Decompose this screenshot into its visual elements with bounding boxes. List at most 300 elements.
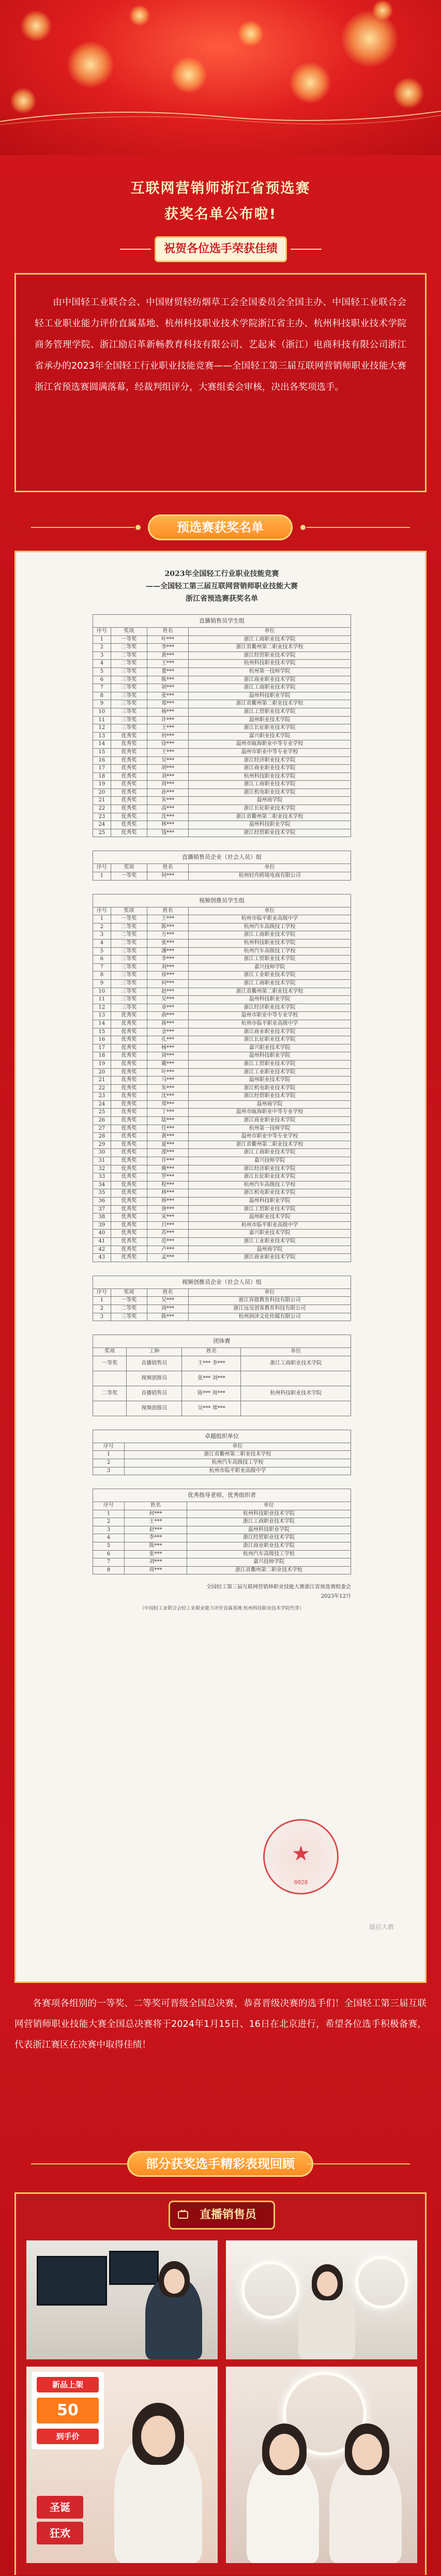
table-cell: 一等奖	[93, 1356, 127, 1371]
table-cell: 16	[93, 756, 111, 765]
table-cell: 三等奖	[111, 972, 147, 980]
table-cell: 张***	[147, 692, 189, 700]
table-cell: 优秀奖	[111, 821, 147, 829]
signature-date: 2023年12月	[321, 1594, 351, 1600]
table-cell: 孟***	[147, 1254, 189, 1262]
table-cell: 优秀奖	[111, 756, 147, 765]
ring-light	[355, 2256, 408, 2309]
table-cell: 5	[93, 947, 111, 956]
table-cell: 胡***	[147, 765, 189, 773]
table-cell: 温州科技职业学院	[187, 1526, 351, 1534]
hero-banner	[0, 0, 441, 155]
table-row	[93, 1550, 351, 1558]
table-cell: 27	[93, 1125, 111, 1133]
table-cell: 黄***	[147, 1133, 189, 1141]
table-cell: 刘***	[147, 772, 189, 781]
table-cell: 陈***	[147, 923, 189, 931]
column-header: 单位	[189, 907, 351, 915]
table-cell: 潘***	[147, 947, 189, 956]
table-cell: 杭州汽车高级技工学校	[189, 923, 351, 931]
table-cell: 何***	[147, 979, 189, 988]
photo-contestant-4	[226, 2367, 417, 2563]
table-cell: 优秀奖	[111, 1036, 147, 1044]
table-gap	[93, 1475, 351, 1489]
table-row	[93, 1246, 351, 1254]
table-cell: 孔***	[147, 1036, 189, 1044]
table-header-row	[93, 1443, 351, 1451]
table-row	[93, 789, 351, 797]
column-header: 奖项	[111, 907, 147, 915]
table-cell: 10	[93, 988, 111, 996]
table-cell: 卢***	[147, 1246, 189, 1254]
bokeh-light	[393, 78, 424, 109]
table-cell: 4	[93, 940, 111, 948]
table-cell: 优秀奖	[111, 1237, 147, 1246]
table-caption-row	[93, 894, 351, 907]
promo-tag: 新品上架	[37, 2377, 99, 2392]
table-cell: 王***	[147, 724, 189, 733]
bokeh-light	[129, 5, 150, 26]
table-cell: 浙江工商职业技术学院	[189, 684, 351, 692]
table-header-row	[93, 1289, 351, 1297]
table-cell: 徐***	[147, 740, 189, 749]
table-cell: 杭州市临平职业高级中学	[189, 915, 351, 923]
table-cell: 13	[93, 732, 111, 740]
table-cell: 李***	[125, 1534, 187, 1542]
table-cell: 吴*** 郑***	[182, 1401, 241, 1416]
column-header: 序号	[93, 1289, 111, 1297]
divider-line	[307, 527, 410, 528]
table-row	[93, 1221, 351, 1230]
table-row	[93, 1173, 351, 1181]
table-cell: 40	[93, 1230, 111, 1238]
table-cell: 浙江经贸职业技术学院	[187, 1534, 351, 1542]
table-row	[93, 821, 351, 829]
table-cell: 浙江经济职业技术学院	[189, 1165, 351, 1173]
column-header: 姓名	[147, 628, 189, 636]
table-cell: 43	[93, 1254, 111, 1262]
table-cell: 33	[93, 1173, 111, 1181]
team-award-table	[93, 1335, 351, 1416]
table-cell: 三等奖	[111, 1313, 147, 1321]
table-cell: 程***	[147, 1181, 189, 1189]
table-cell: 温州科技职业学院	[189, 1198, 351, 1206]
column-header: 奖项	[93, 1348, 127, 1356]
table-caption-row	[93, 1276, 351, 1289]
light-streak	[0, 106, 441, 127]
table-cell: 优秀奖	[111, 829, 147, 837]
table-cell: 12	[93, 1004, 111, 1012]
table-row	[93, 1165, 351, 1173]
table-cell: 二等奖	[111, 940, 147, 948]
column-header: 序号	[93, 1443, 125, 1451]
table-row	[93, 1254, 351, 1262]
table-cell: 董***	[147, 668, 189, 676]
table-cell: 浙江工贸职业技术学院	[189, 708, 351, 716]
table-cell: 三等奖	[111, 668, 147, 676]
bokeh-light	[290, 62, 331, 103]
table-cell: 杭州市临平职业高级中学	[189, 1221, 351, 1230]
table-cell: 温州商学院	[189, 1246, 351, 1254]
table-row	[93, 1052, 351, 1060]
column-header: 单位	[125, 1443, 351, 1451]
table-cell: 优秀奖	[111, 1100, 147, 1109]
table-cell: 浙江机电职业技术学院	[189, 1084, 351, 1093]
table-cell: 浙江经济职业技术学院	[189, 1004, 351, 1012]
table-cell: 刘***	[125, 1558, 187, 1567]
table-row	[93, 1467, 351, 1475]
table-cell: 优秀奖	[111, 1084, 147, 1093]
table-cell: 浙江经贸职业技术学院	[189, 1093, 351, 1101]
table-cell: 周***	[147, 1305, 189, 1313]
table-caption-row	[93, 1430, 351, 1443]
table-row	[93, 1020, 351, 1028]
table-cell: 范***	[147, 1237, 189, 1246]
table-cell: 黄***	[147, 651, 189, 660]
table-cell: 15	[93, 748, 111, 756]
table-cell: 二等奖	[111, 651, 147, 660]
table-cell: 41	[93, 1237, 111, 1246]
table-cell: 优秀奖	[111, 1077, 147, 1085]
table-header-row	[93, 1348, 351, 1356]
table-row	[93, 692, 351, 700]
table-cell: 吴***	[147, 756, 189, 765]
table-row	[93, 772, 351, 781]
table-row	[93, 1157, 351, 1165]
table-cell: 21	[93, 1077, 111, 1085]
table-cell: 优秀奖	[111, 1254, 147, 1262]
gallery-subtitle	[170, 2202, 273, 2228]
table-row	[93, 684, 351, 692]
table-cell: 何***	[147, 732, 189, 740]
table-cell: 3	[93, 1467, 125, 1475]
table-cell: 温州科技职业学院	[189, 821, 351, 829]
table-cell: 优秀奖	[111, 1052, 147, 1060]
table-caption: 优秀指导老师、优秀组织者	[93, 1489, 351, 1502]
table-row	[93, 1510, 351, 1518]
table-row	[93, 1297, 351, 1305]
table-cell: 章***	[147, 1004, 189, 1012]
table-cell: 浙江工商职业技术学院	[241, 1356, 351, 1371]
table-row	[93, 1093, 351, 1101]
table-row	[93, 872, 351, 881]
table-row	[93, 931, 351, 940]
divider-line	[31, 527, 134, 528]
bokeh-light	[67, 41, 114, 88]
table-cell: 优秀奖	[111, 1028, 147, 1036]
table-cell: 高***	[147, 805, 189, 813]
table-caption-row	[93, 615, 351, 628]
table-row	[93, 1044, 351, 1052]
table-cell	[93, 1371, 127, 1386]
table-cell: 25	[93, 829, 111, 837]
table-cell: 浙江长征职业技术学院	[189, 724, 351, 733]
table-cell: 二等奖	[111, 660, 147, 668]
table-cell: 36	[93, 1198, 111, 1206]
table-row	[93, 1109, 351, 1117]
table-cell: 直播销售员	[127, 1356, 182, 1371]
table-row	[93, 1558, 351, 1567]
table-cell: 22	[93, 1084, 111, 1093]
table-cell: 优秀奖	[111, 1117, 147, 1125]
column-header: 序号	[93, 907, 111, 915]
ring-light	[241, 2261, 299, 2319]
table-header-row	[93, 628, 351, 636]
table-cell: 杭州第一技师学院	[189, 668, 351, 676]
table-cell: 优秀奖	[111, 1230, 147, 1238]
table-cell: 杭州汽车高级技工学校	[189, 947, 351, 956]
table-cell: 温州市瓯海职业中等专业学校	[189, 1109, 351, 1117]
table-cell: 陈***	[125, 1542, 187, 1551]
table-cell: 14	[93, 1020, 111, 1028]
table-row	[93, 1401, 351, 1416]
table-cell: 浙江经贸职业技术学院	[189, 829, 351, 837]
table-cell: 优秀奖	[111, 740, 147, 749]
table-cell: 3	[93, 1313, 111, 1321]
org-table	[93, 1430, 351, 1489]
promo-tag: 到手价	[37, 2429, 99, 2444]
table-row	[93, 972, 351, 980]
table-row	[93, 765, 351, 773]
table-cell: 浙江工贸职业技术学院	[189, 1205, 351, 1214]
table-cell: 浙江省衢州第二职业技术学校	[189, 644, 351, 652]
table-cell: 视频创推员	[127, 1401, 182, 1416]
table-gap	[93, 881, 351, 894]
table-row	[93, 1237, 351, 1246]
table-cell: 吕***	[147, 1221, 189, 1230]
table-row	[93, 756, 351, 765]
promo-card	[32, 2372, 104, 2449]
table-cell: 陈*** 周***	[182, 1386, 241, 1401]
table-cell: 12	[93, 724, 111, 733]
table-cell: 16	[93, 1036, 111, 1044]
table-cell: 优秀奖	[111, 1246, 147, 1254]
table-row	[93, 635, 351, 644]
table-cell: 朱***	[147, 1084, 189, 1093]
table-row	[93, 1141, 351, 1149]
table-cell: 浙江机电职业技术学院	[189, 1189, 351, 1198]
table-row	[93, 996, 351, 1004]
table-cell: 42	[93, 1246, 111, 1254]
table-cell: 杨***	[147, 708, 189, 716]
table-cell: 沈***	[147, 813, 189, 821]
section-title-highlights: 部分获奖选手精彩表现回顾	[127, 2151, 313, 2177]
table-cell: 优秀奖	[111, 781, 147, 789]
table-row	[93, 1542, 351, 1551]
table-row	[93, 1459, 351, 1467]
table-cell: 9	[93, 979, 111, 988]
table-cell: 13	[93, 1012, 111, 1020]
table-gap	[93, 1262, 351, 1276]
column-header: 单位	[189, 864, 351, 872]
table-cell: 赵***	[147, 988, 189, 996]
table-cell: 39	[93, 1221, 111, 1230]
table-row	[93, 732, 351, 740]
document-body	[93, 568, 351, 1886]
award-table	[93, 851, 351, 880]
photo-gallery	[14, 2192, 427, 2575]
table-cell: 温州商学院	[189, 797, 351, 805]
team-table	[93, 1335, 351, 1430]
table-cell: 三等奖	[111, 963, 147, 972]
column-header: 姓名	[147, 1289, 189, 1297]
table-cell: 俞***	[147, 1012, 189, 1020]
table-cell: 三等奖	[111, 1004, 147, 1012]
table-row	[93, 740, 351, 749]
table-cell: 嘉兴职业技术学院	[189, 1230, 351, 1238]
table-cell: 浙江工业职业技术学院	[189, 1237, 351, 1246]
table-cell: 22	[93, 805, 111, 813]
table-cell: 杭州轻舟跨境电商有限公司	[189, 872, 351, 881]
bokeh-light	[171, 57, 207, 93]
table-cell: 30	[93, 1149, 111, 1157]
table-cell: 优秀奖	[111, 1133, 147, 1141]
table-cell: 23	[93, 1093, 111, 1101]
table-cell: 温州市职业中等专业学校	[189, 748, 351, 756]
table-cell: 浙江省衢州第二职业技术学校	[189, 1141, 351, 1149]
table-cell: 24	[93, 821, 111, 829]
table-cell: 浙江经济职业技术学院	[189, 756, 351, 765]
promo-badge: 圣诞	[37, 2496, 83, 2519]
table-cell: 嘉兴技师学院	[187, 1558, 351, 1567]
table-cell: 10	[93, 708, 111, 716]
table-cell: 浙江省衢州第二职业技术学校	[189, 813, 351, 821]
doc-title-3: 浙江省预选赛获奖名单	[186, 595, 258, 603]
column-header: 单位	[241, 1348, 351, 1356]
column-header: 序号	[93, 628, 111, 636]
table-cell: 28	[93, 1133, 111, 1141]
table-cell: 叶***	[147, 635, 189, 644]
table-cell: 杭州市临平职业高级中学	[125, 1467, 351, 1475]
table-cell: 优秀奖	[111, 813, 147, 821]
monitor	[109, 2251, 159, 2285]
table-row	[93, 813, 351, 821]
table-row	[93, 676, 351, 684]
table-cell: 5	[93, 1542, 125, 1551]
monitor	[37, 2256, 107, 2306]
table-cell: 孙***	[147, 789, 189, 797]
divider-dot	[300, 525, 306, 530]
section-header-highlights	[0, 2146, 441, 2182]
table-cell: 马***	[147, 1077, 189, 1085]
intro-box	[14, 273, 427, 492]
column-header: 序号	[93, 1502, 125, 1510]
table-row	[93, 1305, 351, 1313]
table-cell: 丁***	[147, 1109, 189, 1117]
section-title-winners: 预选赛获奖名单	[148, 514, 293, 540]
teachers-table	[93, 1489, 351, 1574]
table-cell: 温州市职业中等专业学校	[189, 1012, 351, 1020]
table-cell: 李***	[147, 956, 189, 964]
table-cell: 杭州科技职业技术学院	[241, 1386, 351, 1401]
table-cell: 温州科技职业学院	[189, 692, 351, 700]
table-cell: 浙江工商职业技术学院	[189, 931, 351, 940]
promo-price: 50	[37, 2398, 99, 2423]
table-cell: 优秀奖	[111, 732, 147, 740]
table-cell: 三等奖	[111, 956, 147, 964]
table-cell: 浙江长征职业技术学院	[189, 1173, 351, 1181]
table-row	[93, 1313, 351, 1321]
table-cell: 38	[93, 1214, 111, 1222]
table-row	[93, 1100, 351, 1109]
table-cell: 嘉兴技师学院	[189, 1157, 351, 1165]
table-row	[93, 988, 351, 996]
table-cell: 优秀奖	[111, 789, 147, 797]
bokeh-light	[341, 10, 398, 67]
teachers-award-table	[93, 1489, 351, 1574]
table-cell: 2	[93, 1305, 111, 1313]
column-header: 姓名	[147, 907, 189, 915]
table-cell: 三等奖	[111, 716, 147, 724]
table-row	[93, 1028, 351, 1036]
table-cell: 优秀奖	[111, 772, 147, 781]
table-cell: 1	[93, 635, 111, 644]
table-cell: 嘉兴技师学院	[189, 963, 351, 972]
org-award-table	[93, 1430, 351, 1475]
photo-contestant-1	[26, 2240, 218, 2359]
table-cell: 三等奖	[111, 684, 147, 692]
table-caption-row	[93, 1335, 351, 1348]
watermark: 励启大教	[369, 1923, 394, 1931]
table-cell: 1	[93, 915, 111, 923]
table-row	[93, 700, 351, 708]
table-cell: 三等奖	[111, 700, 147, 708]
table-cell: 戴***	[147, 1060, 189, 1068]
table-cell	[241, 1401, 351, 1416]
table-cell: 浙江工商职业技术学院	[189, 1149, 351, 1157]
award-table	[93, 614, 351, 837]
closing-text-block	[14, 1993, 427, 2055]
table-cell: 三等奖	[111, 692, 147, 700]
table-cell: 二等奖	[111, 1305, 147, 1313]
table-cell: 杭州汽车高级技工学校	[125, 1459, 351, 1467]
table-cell: 浙江工贸职业技术学院	[189, 1060, 351, 1068]
table-cell: 浙江省衢州第二职业技术学校	[125, 1451, 351, 1459]
table-cell: 2	[93, 923, 111, 931]
table-cell: 浙江工商职业技术学院	[189, 635, 351, 644]
table-cell: 17	[93, 765, 111, 773]
table-cell: 温州商学院	[189, 1100, 351, 1109]
promo-badge: 狂欢	[37, 2522, 83, 2544]
table-cell: 杭州科技职业技术学院	[187, 1510, 351, 1518]
table-cell: 三等奖	[111, 996, 147, 1004]
column-header: 工种	[127, 1348, 182, 1356]
table-row	[93, 1566, 351, 1574]
table-cell: 优秀奖	[111, 1044, 147, 1052]
table-cell: 许***	[147, 1157, 189, 1165]
column-header: 序号	[93, 864, 111, 872]
table-cell: 优秀奖	[111, 1060, 147, 1068]
table-row	[93, 1451, 351, 1459]
table-cell: 直播销售员	[127, 1386, 182, 1401]
table-cell: 三等奖	[111, 724, 147, 733]
table-caption: 直播销售员学生组	[93, 615, 351, 628]
table-cell: 许***	[147, 716, 189, 724]
seal-star-icon: ★	[292, 1842, 310, 1866]
table-cell: 一等奖	[111, 635, 147, 644]
table-cell: 浙江商业职业技术学院	[187, 1542, 351, 1551]
table-cell: 24	[93, 1100, 111, 1109]
table-cell: 韩***	[147, 1198, 189, 1206]
table-cell: 35	[93, 1189, 111, 1198]
table-cell: 优秀奖	[111, 1165, 147, 1173]
face	[164, 2269, 185, 2294]
table-cell: 一等奖	[111, 1297, 147, 1305]
table-row	[93, 651, 351, 660]
award-tables	[93, 614, 351, 1335]
table-row	[93, 1004, 351, 1012]
table-cell: 金***	[147, 1028, 189, 1036]
